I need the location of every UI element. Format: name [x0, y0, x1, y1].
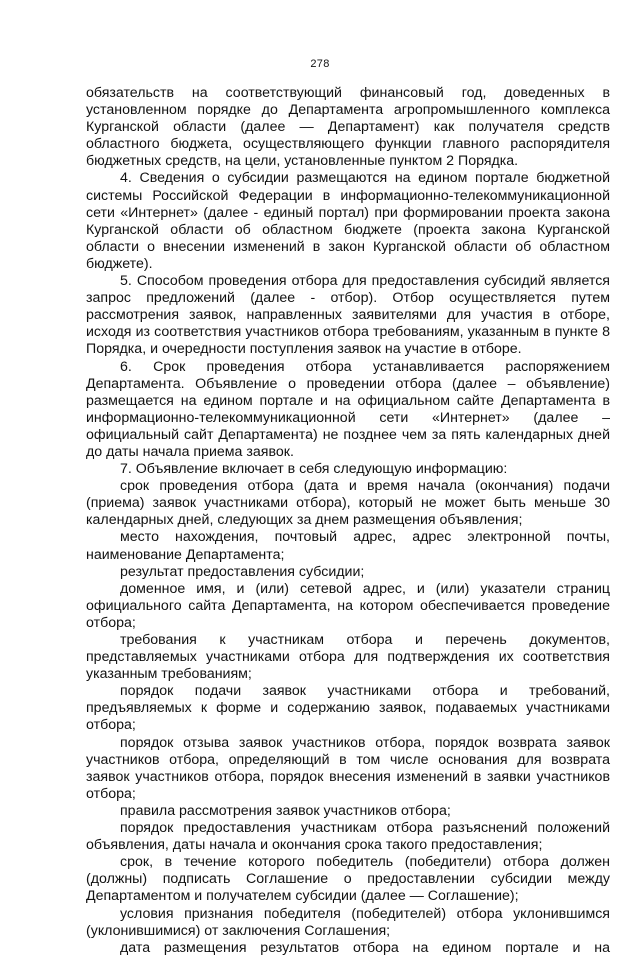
paragraph: срок, в течение которого победитель (победители) отбора должен (должны) подписать Соглашение о предоставлении субсидии между Департаментом и получателем субсидии (далее — Соглашение); — [86, 854, 610, 905]
paragraph: 7. Объявление включает в себя следующую информацию: — [120, 461, 508, 478]
paragraph: 6. Срок проведения отбора устанавливается распоряжением Департамента. Объявление о проведении отбора (далее – объявление) размещается на едином портале и на официальном сайте Департамента в информационно-телекоммуникационной сети «Интернет» (далее – официальный сайт Департамента) не позднее чем за пять календарных дней до даты начала приема заявок. — [86, 358, 610, 460]
paragraph: порядок отзыва заявок участников отбора, порядок возврата заявок участников отбора, определяющий в том числе основания для возврата заявок участников отбора, порядок внесения изменений в заявки участников отбора; — [86, 734, 610, 802]
paragraph: дата размещения результатов отбора на едином портале и на — [120, 939, 610, 956]
paragraph: результат предоставления субсидии; — [120, 563, 365, 580]
paragraph: порядок предоставления участникам отбора разъяснений положений объявления, даты начала и окончания срока такого предоставления; — [86, 820, 610, 854]
paragraph: обязательств на соответствующий финансовый год, доведенных в установленном порядке до Департамента агропромышленного комплекса Курганской области (далее — Департамент) как получателя средств областного бюджета, осуществляющего функции главного распорядителя бюджетных средств, на цели, установленные пунктом 2 Порядка. — [86, 85, 610, 170]
paragraph: 5. Способом проведения отбора для предоставления субсидий является запрос предложений (далее - отбор). Отбор осуществляется путем рассмотрения заявок, направленных заявителями для участия в отборе, исходя из соответствия участников отбора требованиям, указанным в пункте 8 Порядка, и очередности поступления заявок на участие в отборе. — [86, 273, 610, 358]
paragraph: условия признания победителя (победителей) отбора уклонившимся (уклонившимися) от заключения Соглашения; — [86, 905, 610, 939]
paragraph: правила рассмотрения заявок участников отбора; — [120, 802, 451, 819]
paragraph: 4. Сведения о субсидии размещаются на едином портале бюджетной системы Российской Федерации в информационно-телекоммуникационной сети «Интернет» (далее - единый портал) при формировании проекта закона Курганской области об областном бюджете (проекта закона Курганской области о внесении изменений в закон Курганской области об областном бюджете). — [86, 170, 610, 272]
paragraph: место нахождения, почтовый адрес, адрес электронной почты, наименование Департамента; — [86, 529, 610, 563]
page-number: 278 — [310, 58, 330, 70]
document-body — [86, 85, 610, 957]
paragraph: доменное имя, и (или) сетевой адрес, и (или) указатели страниц официального сайта Департамента, на котором обеспечивается проведение отбора; — [86, 580, 610, 631]
paragraph: требования к участникам отбора и перечень документов, представляемых участниками отбора для подтверждения их соответствия указанным требованиям; — [86, 632, 610, 683]
paragraph: срок проведения отбора (дата и время начала (окончания) подачи (приема) заявок участниками отбора), который не может быть меньше 30 календарных дней, следующих за днем размещения объявления; — [86, 478, 610, 529]
paragraph: порядок подачи заявок участниками отбора и требований, предъявляемых к форме и содержанию заявок, подаваемых участниками отбора; — [86, 683, 610, 734]
